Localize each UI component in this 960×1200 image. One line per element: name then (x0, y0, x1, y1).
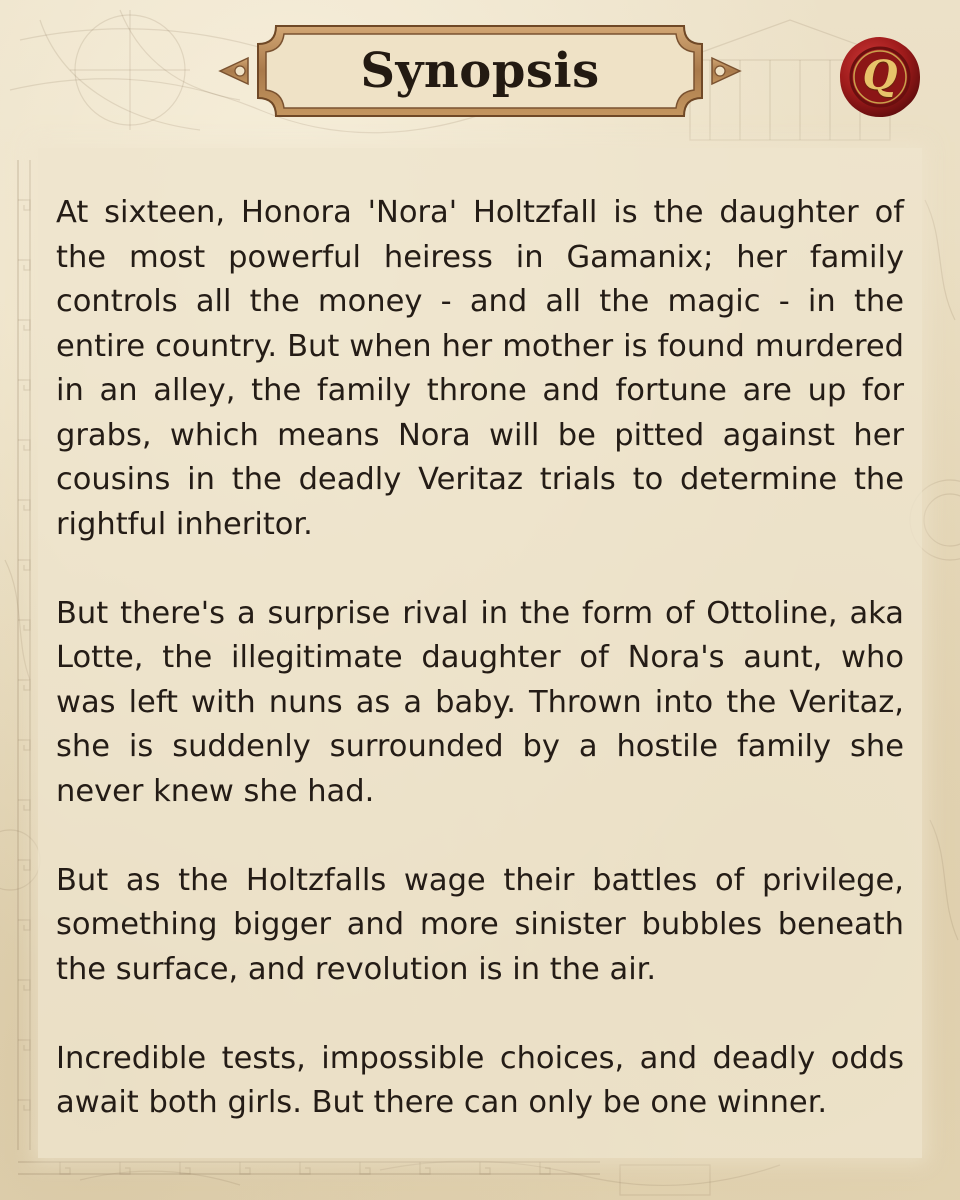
synopsis-paragraph: Incredible tests, impossible choices, and deadly odds await both girls. But there can only be one winner. (56, 1040, 904, 1120)
synopsis-paragraph: But as the Holtzfalls wage their battles of privilege, something bigger and more sinister bubbles beneath the surface, and revolution is in the air. (56, 862, 904, 987)
synopsis-paragraph: At sixteen, Honora 'Nora' Holtzfall is the daughter of the most powerful heiress in Gamanix; her family controls all the money - and all the magic - in the entire country. But when her mother is found murdered in an alley, the family throne and fortune are up for grabs, which means Nora will be pitted against her cousins in the deadly Veritaz trials to determine the rightful inheritor. (56, 195, 904, 542)
synopsis-paragraph: But there's a surprise rival in the form of Ottoline, aka Lotte, the illegitimate daughter of Nora's aunt, who was left with nuns as a baby. Thrown into the Veritaz, she is suddenly surrounded by a hostile family she never knew she had. (56, 595, 904, 809)
synopsis-body (56, 191, 904, 1126)
wax-seal-logo (838, 35, 922, 119)
seal-monogram: Q (862, 52, 898, 99)
page-title: Synopsis (360, 43, 600, 99)
title-banner (218, 22, 742, 120)
